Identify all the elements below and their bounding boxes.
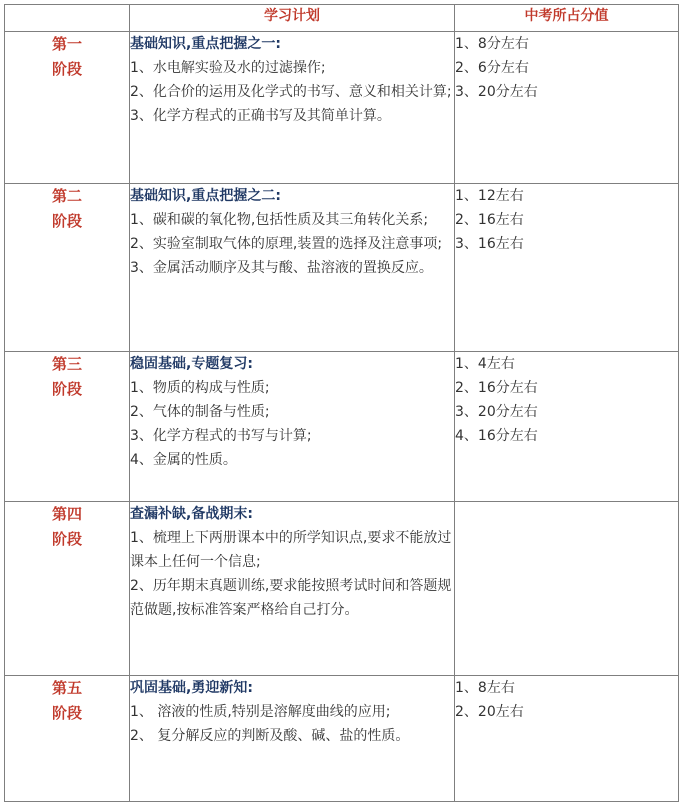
table-row (5, 676, 679, 802)
plan-item: 2、 复分解反应的判断及酸、碱、盐的性质。 (130, 728, 410, 744)
plan-cell (130, 502, 455, 676)
score-cell (455, 352, 679, 502)
section-title: 巩固基础,勇迎新知: (130, 680, 253, 696)
stage-cell (5, 676, 130, 802)
score-item: 1、8左右 (455, 680, 515, 696)
plan-item: 2、化合价的运用及化学式的书写、意义和相关计算; (130, 84, 452, 100)
plan-item: 1、梳理上下两册课本中的所学知识点,要求不能放过课本上任何一个信息; (130, 530, 452, 570)
stage-label-line2: 阶段 (51, 60, 82, 78)
section-title: 查漏补缺,备战期末: (130, 506, 253, 522)
score-cell (455, 32, 679, 184)
score-item: 2、6分左右 (455, 60, 529, 76)
plan-item: 1、物质的构成与性质; (130, 380, 270, 396)
section-title: 基础知识,重点把握之二: (130, 188, 281, 204)
header-score: 中考所占分值 (455, 5, 679, 32)
plan-item: 1、碳和碳的氧化物,包括性质及其三角转化关系; (130, 212, 429, 228)
stage-cell (5, 502, 130, 676)
stage-cell (5, 352, 130, 502)
plan-item: 2、气体的制备与性质; (130, 404, 270, 420)
score-item: 2、20左右 (455, 704, 524, 720)
stage-label-line2: 阶段 (51, 380, 82, 398)
plan-cell (130, 352, 455, 502)
plan-item: 3、化学方程式的书写与计算; (130, 428, 312, 444)
plan-cell (130, 32, 455, 184)
stage-label-line2: 阶段 (51, 530, 82, 548)
table-row (5, 32, 679, 184)
score-item: 3、16左右 (455, 236, 524, 252)
plan-item: 1、水电解实验及水的过滤操作; (130, 60, 326, 76)
stage-label-line1: 第一 (51, 35, 82, 53)
score-item: 2、16左右 (455, 212, 524, 228)
plan-item: 2、历年期末真题训练,要求能按照考试时间和答题规范做题,按标准答案严格给自己打分。 (130, 578, 452, 618)
stage-label-line1: 第五 (51, 679, 82, 697)
stage-label-line1: 第三 (51, 355, 82, 373)
score-cell (455, 184, 679, 352)
score-item: 1、8分左右 (455, 36, 529, 52)
stage-label-line1: 第二 (51, 187, 82, 205)
stage-label-line2: 阶段 (51, 212, 82, 230)
plan-item: 2、实验室制取气体的原理,装置的选择及注意事项; (130, 236, 443, 252)
score-cell (455, 502, 679, 676)
plan-item: 3、金属活动顺序及其与酸、盐溶液的置换反应。 (130, 260, 433, 276)
score-item: 3、20分左右 (455, 84, 538, 100)
plan-item: 4、金属的性质。 (130, 452, 237, 468)
score-item: 3、20分左右 (455, 404, 538, 420)
score-item: 1、12左右 (455, 188, 524, 204)
table-body (5, 32, 679, 802)
plan-cell (130, 184, 455, 352)
score-cell (455, 676, 679, 802)
table-row (5, 502, 679, 676)
table-row (5, 184, 679, 352)
table-header-row (5, 5, 679, 32)
header-stage (5, 5, 130, 32)
section-title: 稳固基础,专题复习: (130, 356, 253, 372)
score-item: 4、16分左右 (455, 428, 538, 444)
header-plan: 学习计划 (130, 5, 455, 32)
section-title: 基础知识,重点把握之一: (130, 36, 281, 52)
score-item: 2、16分左右 (455, 380, 538, 396)
stage-label-line1: 第四 (51, 505, 82, 523)
score-item: 1、4左右 (455, 356, 515, 372)
study-plan-table (4, 4, 679, 802)
plan-item: 3、化学方程式的正确书写及其简单计算。 (130, 108, 391, 124)
stage-cell (5, 184, 130, 352)
stage-label-line2: 阶段 (51, 704, 82, 722)
plan-cell (130, 676, 455, 802)
stage-cell (5, 32, 130, 184)
plan-item: 1、 溶液的性质,特别是溶解度曲线的应用; (130, 704, 391, 720)
table-row (5, 352, 679, 502)
